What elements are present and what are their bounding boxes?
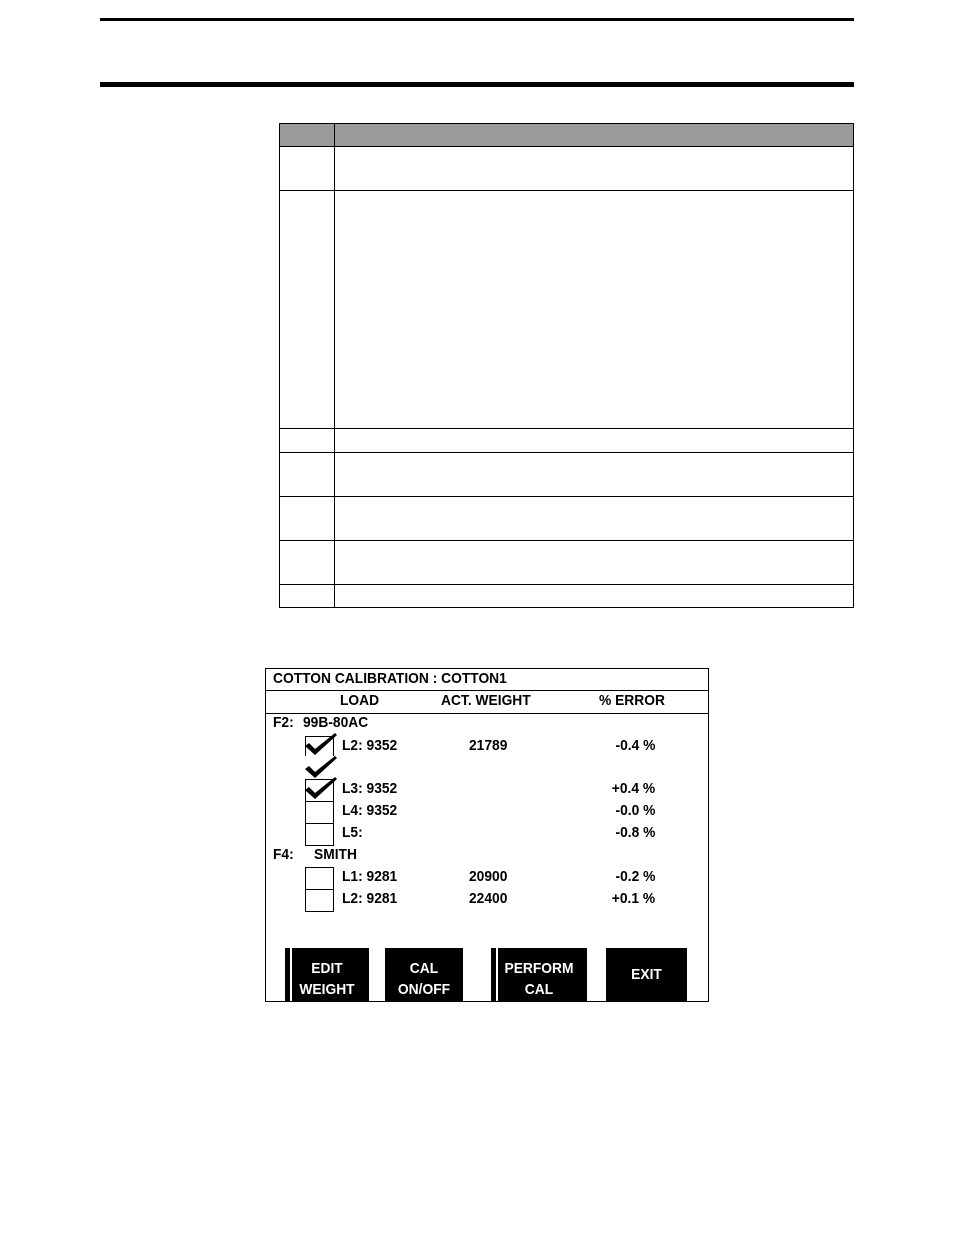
screen-title: COTTON CALIBRATION : COTTON1	[273, 670, 507, 687]
table-row	[280, 429, 854, 453]
calibration-checkbox[interactable]	[305, 823, 334, 846]
table-row	[280, 541, 854, 585]
load-value: L2: 9352	[342, 737, 398, 754]
column-header-act-weight: ACT. WEIGHT	[441, 692, 531, 709]
load-value: L1: 9281	[342, 868, 398, 885]
error-value: -0.2 %	[615, 868, 655, 885]
exit-button[interactable]: EXIT	[606, 948, 687, 1001]
column-header-load: LOAD	[340, 692, 380, 709]
load-value: L3: 9352	[342, 780, 398, 797]
act-weight-value: 20900	[469, 868, 508, 885]
calibration-checkbox[interactable]	[305, 889, 334, 912]
header-rule-thick	[100, 82, 854, 87]
load-value: L5:	[342, 824, 363, 841]
calibration-checkbox[interactable]	[305, 867, 334, 890]
calibration-checkbox[interactable]	[305, 801, 334, 824]
table-row	[280, 453, 854, 497]
edit-weight-button[interactable]: EDIT WEIGHT	[285, 948, 369, 1001]
column-header-error: % ERROR	[599, 692, 665, 709]
table-row	[280, 585, 854, 608]
load-value: L2: 9281	[342, 890, 398, 907]
table-row	[280, 497, 854, 541]
table-row	[280, 147, 854, 191]
error-value: -0.0 %	[615, 802, 655, 819]
error-value: +0.1 %	[611, 890, 655, 907]
checkmark-icon	[303, 776, 339, 802]
error-value: -0.8 %	[615, 824, 655, 841]
load-value: L4: 9352	[342, 802, 398, 819]
group-name: 99B-80AC	[303, 714, 369, 731]
error-value: +0.4 %	[611, 780, 655, 797]
group-label: F2:	[273, 714, 294, 731]
group-label: F4:	[273, 846, 294, 863]
title-divider	[266, 690, 708, 691]
error-value: -0.4 %	[615, 737, 655, 754]
table-row	[280, 191, 854, 429]
group-name: SMITH	[314, 846, 357, 863]
perform-cal-button[interactable]: PERFORM CAL	[491, 948, 587, 1001]
cal-on-off-button[interactable]: CAL ON/OFF	[385, 948, 463, 1001]
procedure-table	[279, 123, 854, 608]
act-weight-value: 22400	[469, 890, 508, 907]
calibration-screen	[265, 668, 709, 1002]
act-weight-value: 21789	[469, 737, 508, 754]
header-rule-top	[100, 18, 854, 21]
table-header-row	[280, 124, 854, 147]
